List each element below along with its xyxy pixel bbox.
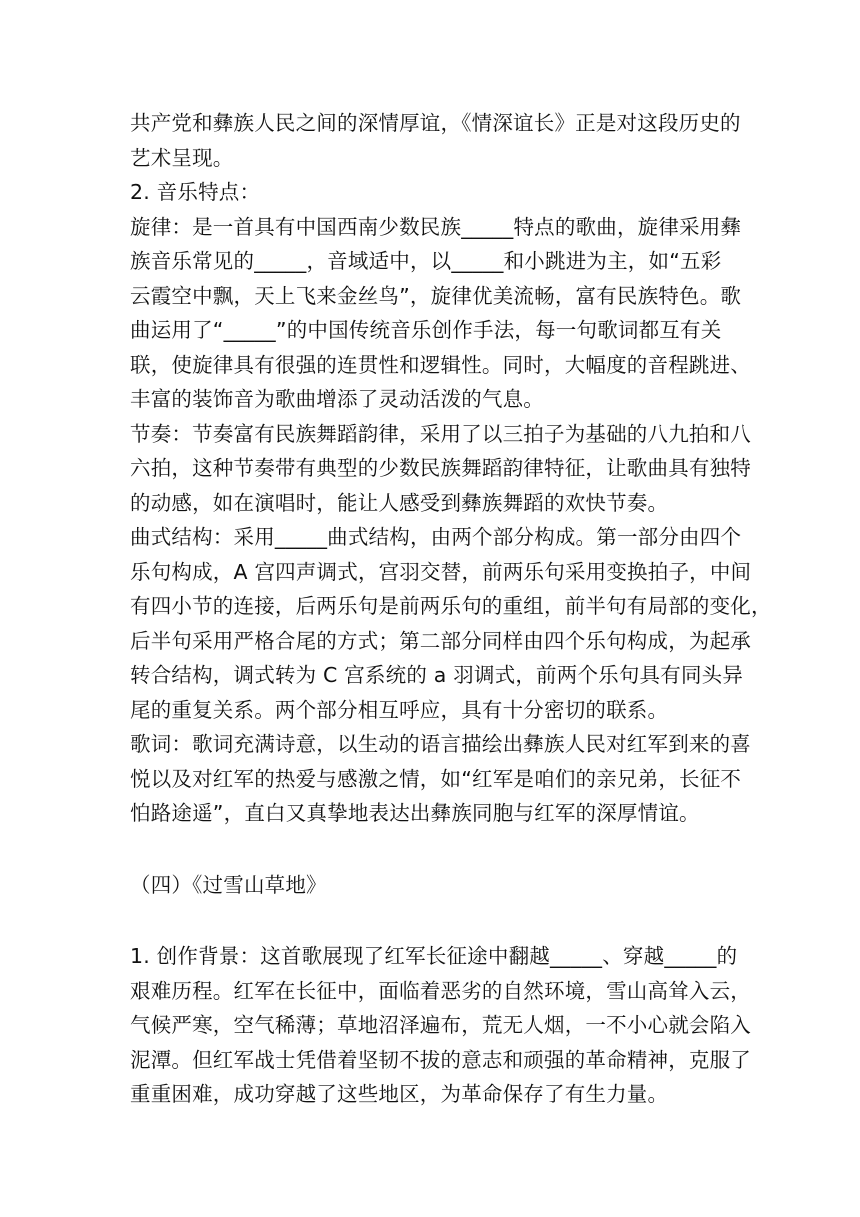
text-line: 转合结构，调式转为 C 宫系统的 a 羽调式，前两个乐句具有同头异 bbox=[130, 663, 744, 687]
text-line: 艺术呈现。 bbox=[130, 145, 234, 170]
document-page bbox=[130, 106, 772, 1112]
section-heading: （四）《过雪山草地》 bbox=[130, 872, 327, 897]
text-line: 有四小节的连接，后两乐句是前两乐句的重组，前半句有局部的变化， bbox=[130, 594, 772, 618]
text-line: 气候严寒，空气稀薄；草地沼泽遍布，荒无人烟，一不小心就会陷入 bbox=[130, 1013, 751, 1037]
text-line: 的动感，如在演唱时，能让人感受到彝族舞蹈的欢快节奏。 bbox=[130, 490, 669, 515]
text-line: 1. 创作背景：这首歌展现了红军长征途中翻越_____、穿越_____的 bbox=[130, 944, 738, 968]
text-line: 丰富的装饰音为歌曲增添了灵动活泼的气息。 bbox=[130, 387, 544, 411]
text-line: 重重困难，成功穿越了这些地区，为革命保存了有生力量。 bbox=[130, 1082, 669, 1106]
text-line: 后半句采用严格合尾的方式；第二部分同样由四个乐句构成，为起承 bbox=[130, 628, 751, 653]
text-line: 云霞空中飘，天上飞来金丝鸟”，旋律优美流畅，富有民族特色。歌 bbox=[130, 283, 742, 308]
text-line: 族音乐常见的_____，音域适中，以_____和小跳进为主，如“五彩 bbox=[130, 249, 722, 273]
text-line: 旋律：是一首具有中国西南少数民族_____特点的歌曲，旋律采用彝 bbox=[130, 214, 742, 239]
text-line: 联，使旋律具有很强的连贯性和逻辑性。同时，大幅度的音程跳进、 bbox=[130, 352, 751, 377]
paragraph-block-1 bbox=[130, 106, 772, 831]
section-subheading: 2. 音乐特点： bbox=[130, 180, 261, 204]
spacer bbox=[130, 831, 732, 868]
spacer bbox=[130, 902, 732, 939]
text-line: 艰难历程。红军在长征中，面临着恶劣的自然环境，雪山高耸入云， bbox=[130, 978, 751, 1003]
paragraph-block-2 bbox=[130, 939, 751, 1112]
text-line: 共产党和彝族人民之间的深情厚谊，《情深谊长》正是对这段历史的 bbox=[130, 111, 741, 135]
text-line: 曲式结构：采用_____曲式结构，由两个部分构成。第一部分由四个 bbox=[130, 525, 742, 549]
text-line: 六拍，这种节奏带有典型的少数民族舞蹈韵律特征，让歌曲具有独特 bbox=[130, 456, 751, 480]
text-line: 泥潭。但红军战士凭借着坚韧不拔的意志和顽强的革命精神，克服了 bbox=[130, 1047, 751, 1072]
text-line: 怕路途遥”，直白又真挚地表达出彝族同胞与红军的深厚情谊。 bbox=[130, 801, 700, 825]
text-line: 乐句构成，A 宫四声调式，宫羽交替，前两乐句采用变换拍子，中间 bbox=[130, 559, 752, 584]
text-line: 节奏：节奏富有民族舞蹈韵律，采用了以三拍子为基础的八九拍和八 bbox=[130, 421, 751, 446]
text-line: 歌词：歌词充满诗意，以生动的语言描绘出彝族人民对红军到来的喜 bbox=[130, 732, 751, 756]
text-line: 曲运用了“_____”的中国传统音乐创作手法，每一句歌词都互有关 bbox=[130, 318, 722, 342]
text-line: 尾的重复关系。两个部分相互呼应，具有十分密切的联系。 bbox=[130, 697, 669, 722]
text-line: 悦以及对红军的热爱与感激之情，如“红军是咱们的亲兄弟，长征不 bbox=[130, 766, 742, 791]
